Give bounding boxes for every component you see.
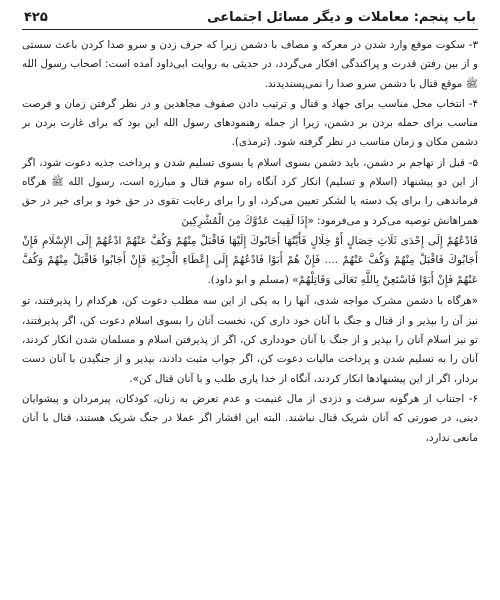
paragraph-item-3: ۳- سکوت موقع وارد شدن در معرکه و مصاف با دشمن زیرا که حرف زدن و سرو صدا کردن باعث سستی و از بین رفتن قدرت و پراکندگی افکار می‌گردد، در حدیثی به روایت ابی‌داود آمده است: اصحاب رسول الله ﷺ موقع قتال با دشمن سرو صدا را نمی‌پسندیدند. xyxy=(22,39,478,90)
paragraph-item-4: ۴- انتخاب محل مناسب برای جهاد و قتال و ترتیب دادن صفوف مجاهدین و در نظر گرفتن زمان و فرصت مناسب برای حمله بردن بر دشمن، زیرا از جمله رهنمودهای رسول الله این بود که برای غارت بردن بر دشمن مکان و زمان مناسب در نظر گرفته شود. (ترمذی). xyxy=(22,97,478,149)
running-header xyxy=(22,10,478,30)
page-number: ۴۲۵ xyxy=(24,10,48,25)
arabic-hadith-text: فَادْعُهُمْ إِلَى إِحْدَى ثَلَاثِ خِصَالٍ أَوْ خِلَالٍ فَأَيَّتُهَا أَجَابُوكَ إِلَيْهَا فَاقْبَلْ مِنْهُمْ وَكُفَّ عَنْهُمْ ادْعُهُمْ إِلَى الإِسْلَامِ فَإِنْ أَجَابُوكَ فَاقْبَلْ مِنْهُمْ وَكُفَّ عَنْهُمْ .... فَإِنْ هُمْ أَبَوْا فَادْعُهُمْ إِلَى إِعْطَاءِ الْجِزْيَةِ فَإِنْ أَجَابُوا فَاقْبَلْ مِنْهُمْ وَكُفَّ عَنْهُمْ فَإِنْ أَبَوْا فَاسْتَعِنْ بِاللَّهِ تَعَالَى وَقَاتِلْهُمْ» (مسلم و ابو داود). xyxy=(22,234,478,286)
paragraph-item-5: ۵- قبل از تهاجم بر دشمن، باید دشمن بسوی اسلام یا بسوی تسلیم شدن و پرداخت جذیه دعوت شود، اگر از این دو پیشنهاد (اسلام و تسلیم) انکار کرد آنگاه راه سوم قتال و مبارزه است، رسول الله ﷺ هرگاه فرماندهی را برای یک دسته یا لشکر تعیین می‌کرد، او را برای رعایت تقوی در حق خود و برای خیر در حق همراهانش توصیه می‌کرد و می‌فرمود: «إِذَا لَقِيتَ عَدُوَّكَ مِنَ الْمُشْرِكِينَ xyxy=(22,156,478,227)
hadith-translation: «هرگاه با دشمن مشرک مواجه شدی، آنها را به یکی از این سه مطلب دعوت کن، هرکدام را پذیرفتند، تو نیز آن را بپذیر و از قتال و جنگ با آنان خود داری کن، نخست آنان را بسوی اسلام دعوت کن، اگر پذیرفتند، تو نیز اسلام آنان را بپذیر و از جنگ با آنان خودداری کن، اگر از پذیرفتن اسلام و مسلمان شدن انکار کردند، آنان را به تسلیم شدن و پرداخت مالیات دعوت کن، اگر جواب مثبت دادند، بپذیر و از جنگیدن با آنان دست بردار، اگر از این پیشنهادها انکار کردند، آنگاه از خدا یاری طلب و با آنان قتال کن». xyxy=(22,295,478,385)
chapter-title: باب پنجم: معاملات و دیگر مسائل اجتماعی xyxy=(207,10,476,25)
paragraph-item-6: ۶- اجتناب از هرگونه سرقت و دزدی از مال غنیمت و عدم تعرض به زنان، کودکان، پیرمردان و پیشوایان دینی، در صورتی که آنان شریک قتال نباشند. البته این اقشار اگر عملا در جنگ شریک هستند، قتال با آنان مانعی ندارد، xyxy=(22,392,478,444)
page-body xyxy=(22,36,478,448)
